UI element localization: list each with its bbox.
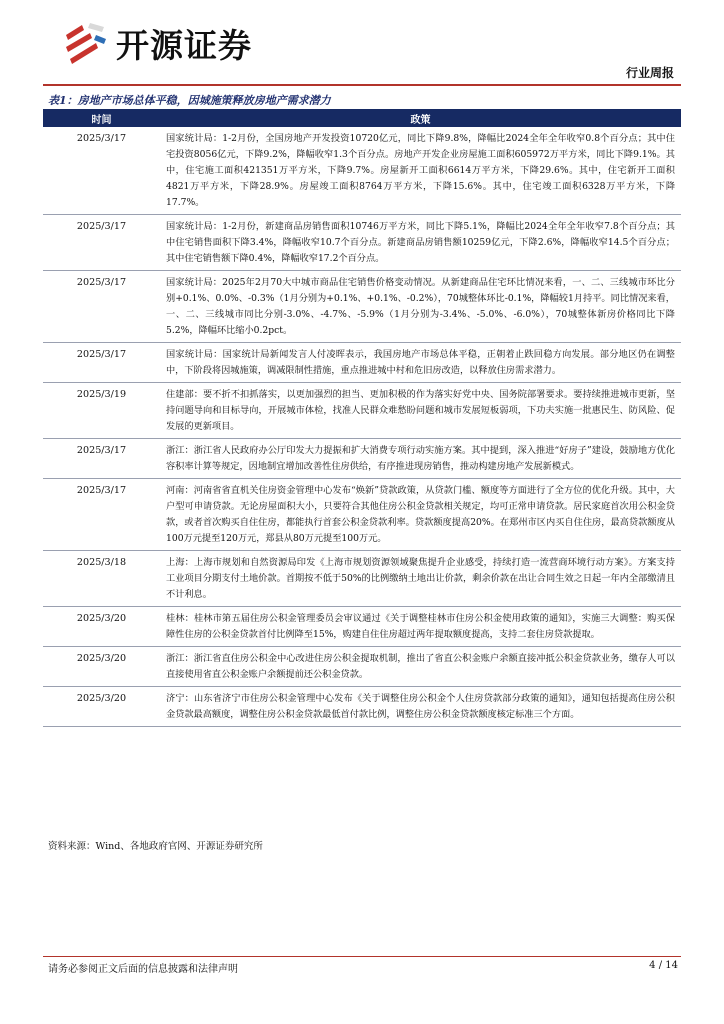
table-row <box>43 479 681 551</box>
row-policy: 浙江：浙江省人民政府办公厅印发大力提振和扩大消费专项行动实施方案。其中提到，深入推进“好房子”建设，鼓励地方优化容积率计算等规定，因地制宜增加改善性住房供给，有序推进现房销售，推动构建房地产发展新模式。 <box>160 439 681 479</box>
column-header-policy: 政策 <box>160 109 681 127</box>
table-row <box>43 687 681 727</box>
table-caption: 表1：房地产市场总体平稳，因城施策释放房地产需求潜力 <box>48 94 331 107</box>
table-body <box>43 127 681 727</box>
row-policy: 国家统计局：2025年2月70大中城市商品住宅销售价格变动情况。从新建商品住宅环比情况来看，一、二、三线城市环比分别+0.1%、0.0%、-0.3%（1月分别为+0.1%、+0.1%、-0.2%），70城整体环比-0.1%，降幅较1月持平。同比情况来看，一、二、三线城市同比分别-3.0%、-4.7%、-5.9%（1月分别为-3.4%、-5.0%、-6.0%），70城整体新房价格同比下降5.2%，降幅环比缩小0.2pct。 <box>160 271 681 343</box>
table-row <box>43 215 681 271</box>
policy-table <box>43 109 681 727</box>
row-date: 2025/3/17 <box>43 127 160 215</box>
table-row <box>43 551 681 607</box>
row-date: 2025/3/20 <box>43 647 160 687</box>
source-note: 资料来源：Wind、各地政府官网、开源证券研究所 <box>48 841 263 852</box>
header-divider <box>43 84 681 86</box>
policy-table-wrapper <box>43 109 681 727</box>
row-policy: 住建部：要不折不扣抓落实，以更加强烈的担当、更加积极的作为落实好党中央、国务院部署要求。要持续推进城市更新，坚持问题导向和目标导向，开展城市体检，找准人民群众难愁盼问题和城市发展短板弱项，下功夫实施一批惠民生、防风险、促发展的更新项目。 <box>160 383 681 439</box>
table-row <box>43 343 681 383</box>
table-row <box>43 607 681 647</box>
page-number: 4 / 14 <box>649 960 678 971</box>
column-header-time: 时间 <box>43 109 160 127</box>
row-date: 2025/3/18 <box>43 551 160 607</box>
row-policy: 国家统计局：1-2月份，新建商品房销售面积10746万平方米，同比下降5.1%，降幅比2024全年全年收窄7.8个百分点；其中住宅销售面积下降3.4%，降幅收窄10.7个百分点。新建商品房销售额10259亿元，下降2.6%，降幅收窄14.5个百分点；其中住宅销售额下降0.4%，降幅收窄17.2个百分点。 <box>160 215 681 271</box>
table-row <box>43 127 681 215</box>
table-header-row <box>43 109 681 127</box>
table-row <box>43 439 681 479</box>
row-policy: 浙江：浙江省直住房公积金中心改进住房公积金提取机制，推出了省直公积金账户余额直接冲抵公积金贷款业务，缴存人可以直接使用省直公积金账户余额提前还公积金贷款。 <box>160 647 681 687</box>
disclaimer-text: 请务必参阅正文后面的信息披露和法律声明 <box>48 964 238 975</box>
table-row <box>43 271 681 343</box>
row-date: 2025/3/17 <box>43 439 160 479</box>
table-row <box>43 383 681 439</box>
company-logo <box>60 18 252 68</box>
table-row <box>43 647 681 687</box>
row-date: 2025/3/17 <box>43 343 160 383</box>
row-policy: 国家统计局：国家统计局新闻发言人付凌晖表示，我国房地产市场总体平稳，正朝着止跌回稳方向发展。部分地区仍在调整中，下阶段将因城施策，调减限制性措施，重点推进城中村和危旧房改造，以释放住房需求潜力。 <box>160 343 681 383</box>
kaiyuan-logo-icon <box>60 21 108 65</box>
row-date: 2025/3/17 <box>43 215 160 271</box>
row-date: 2025/3/19 <box>43 383 160 439</box>
report-type: 行业周报 <box>625 66 674 80</box>
logo-text: 开源证券 <box>116 25 252 65</box>
row-policy: 河南：河南省省直机关住房资金管理中心发布“焕新”贷款政策，从贷款门槛、额度等方面进行了全方位的优化升级。其中，大户型可申请贷款。无论房屋面积大小，只要符合其他住房公积金贷款相关规定，均可正常申请贷款。居民家庭首次用公积金贷款，或者首次购买自住住房，都能执行首套公积金贷款利率。贷款额度提高20%。在郑州市区内买自住住房，最高贷款额度从100万元提至120万元，郑县从80万元提至100万元。 <box>160 479 681 551</box>
row-policy: 济宁：山东省济宁市住房公积金管理中心发布《关于调整住房公积金个人住房贷款部分政策的通知》，通知包括提高住房公积金贷款最高额度，调整住房公积金贷款最低首付款比例，调整住房公积金贷款额度核定标准三个方面。 <box>160 687 681 727</box>
row-date: 2025/3/20 <box>43 607 160 647</box>
row-date: 2025/3/17 <box>43 479 160 551</box>
row-policy: 桂林：桂林市第五届住房公积金管理委员会审议通过《关于调整桂林市住房公积金使用政策的通知》，实施三大调整：购买保障性住房的公积金贷款首付比例降至15%，购建自住住房超过两年提取额度提高，支持二套住房贷款提取。 <box>160 607 681 647</box>
row-policy: 国家统计局：1-2月份，全国房地产开发投资10720亿元，同比下降9.8%，降幅比2024全年全年收窄0.8个百分点；其中住宅投资8056亿元，下降9.2%，降幅收窄1.3个百分点。房地产开发企业房屋施工面积605972万平方米，同比下降9.1%。其中，住宅施工面积421351万平方米，下降9.7%。房屋新开工面积6614万平方米，下降29.6%。其中，住宅新开工面积4821万平方米，下降28.9%。房屋竣工面积8764万平方米，下降15.6%。其中，住宅竣工面积6328万平方米，下降17.7%。 <box>160 127 681 215</box>
row-date: 2025/3/17 <box>43 271 160 343</box>
row-date: 2025/3/20 <box>43 687 160 727</box>
row-policy: 上海：上海市规划和自然资源局印发《上海市规划资源领域聚焦提升企业感受，持续打造一流营商环境行动方案》。方案支持工业项目分期支付土地价款。首期按不低于50%的比例缴纳土地出让价款，剩余价款在出让合同生效之日起一年内全部缴清且不计利息。 <box>160 551 681 607</box>
footer-divider <box>43 956 681 957</box>
